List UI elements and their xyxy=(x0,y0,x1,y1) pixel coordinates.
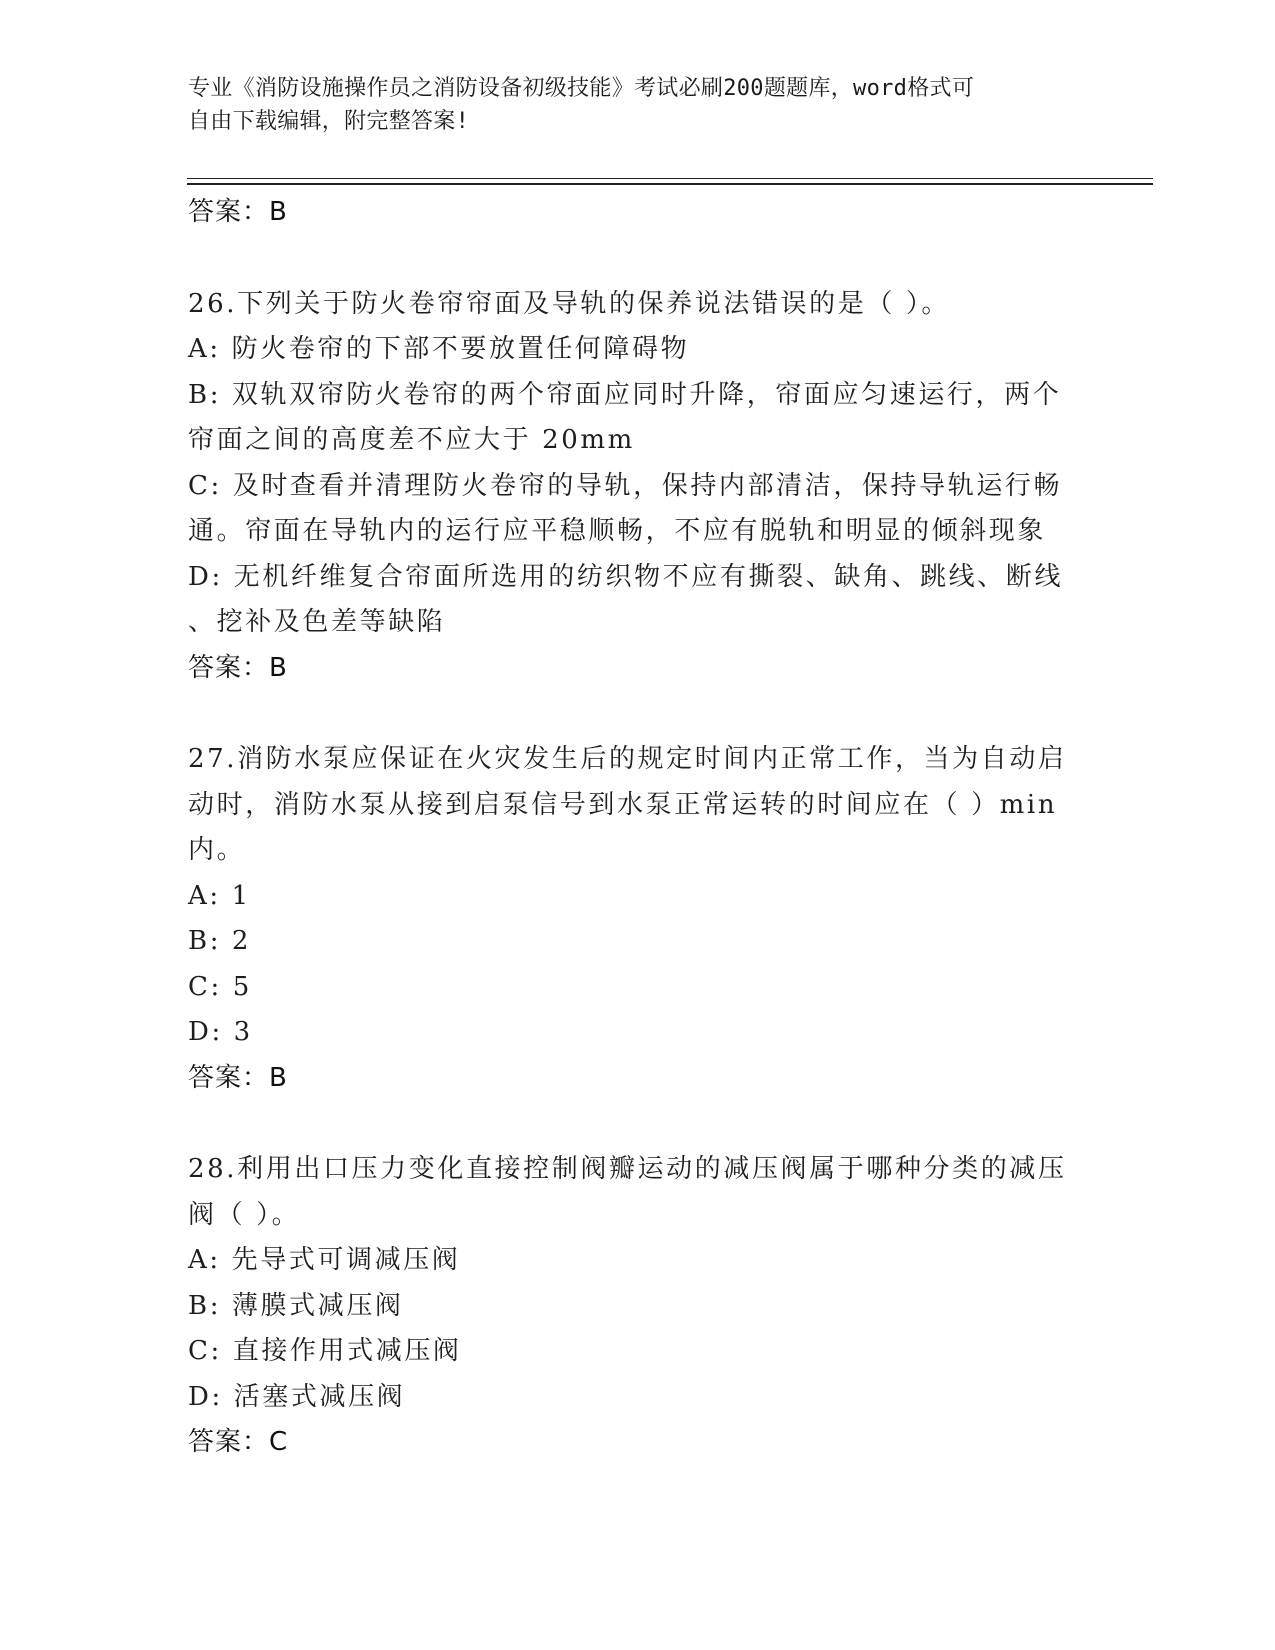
question-28-stem-line-1: 28.利用出口压力变化直接控制阀瓣运动的减压阀属于哪种分类的减压 xyxy=(188,1154,1067,1184)
question-28-option-b: B: 薄膜式减压阀 xyxy=(188,1290,404,1321)
question-27-option-a: A: 1 xyxy=(188,880,251,911)
question-26-stem-line-1: 26.下列关于防火卷帘帘面及导轨的保养说法错误的是（ ）。 xyxy=(188,288,951,319)
answer-previous: 答案：B xyxy=(188,197,288,227)
question-28-option-a: A: 先导式可调减压阀 xyxy=(188,1245,461,1275)
question-26-option-b-line-2: 帘面之间的高度差不应大于 20mm xyxy=(188,425,635,455)
question-28-answer: 答案：C xyxy=(188,1427,289,1457)
question-27-option-b: B: 2 xyxy=(188,926,252,956)
spacer xyxy=(188,236,1088,282)
question-26 xyxy=(188,282,1088,692)
question-27-stem-line-3: 内。 xyxy=(188,835,246,865)
question-28-option-d: D: 活塞式减压阀 xyxy=(188,1381,406,1412)
spacer xyxy=(188,1101,1088,1147)
question-26-option-a: A: 防火卷帘的下部不要放置任何障碍物 xyxy=(188,334,690,364)
question-26-answer: 答案：B xyxy=(188,652,288,683)
question-26-option-c-line-1: C: 及时查看并清理防火卷帘的导轨，保持内部清洁，保持导轨运行畅 xyxy=(188,470,1063,501)
question-26-option-c-line-2: 通。帘面在导轨内的运行应平稳顺畅，不应有脱轨和明显的倾斜现象 xyxy=(188,516,1047,546)
header-divider-thin xyxy=(187,178,1153,179)
question-26-option-d-line-2: 、挖补及色差等缺陷 xyxy=(188,607,446,637)
question-28-option-c: C: 直接作用式减压阀 xyxy=(188,1336,462,1366)
header-title-line-1: 专业《消防设施操作员之消防设备初级技能》考试必刷200题题库，word格式可 xyxy=(188,76,975,101)
question-26-option-d-line-1: D: 无机纤维复合帘面所选用的纺织物不应有撕裂、缺角、跳线、断线 xyxy=(188,561,1064,592)
question-27 xyxy=(188,737,1088,1101)
page-header xyxy=(188,72,1088,138)
header-divider-thick xyxy=(187,183,1153,185)
question-27-option-c: C: 5 xyxy=(188,971,252,1002)
question-27-stem-line-2: 动时，消防水泵从接到启泵信号到水泵正常运转的时间应在（ ）min xyxy=(188,789,1058,820)
header-title-line-2: 自由下载编辑，附完整答案! xyxy=(188,109,470,134)
question-27-answer: 答案：B xyxy=(188,1062,288,1093)
question-28-stem-line-2: 阀（ ）。 xyxy=(188,1199,301,1230)
question-28 xyxy=(188,1147,1088,1466)
question-27-stem-line-1: 27.消防水泵应保证在火灾发生后的规定时间内正常工作，当为自动启 xyxy=(188,744,1067,774)
question-26-option-b-line-1: B: 双轨双帘防火卷帘的两个帘面应同时升降，帘面应匀速运行，两个 xyxy=(188,379,1062,410)
question-list xyxy=(188,190,1088,1466)
question-27-option-d: D: 3 xyxy=(188,1017,253,1047)
spacer xyxy=(188,691,1088,737)
